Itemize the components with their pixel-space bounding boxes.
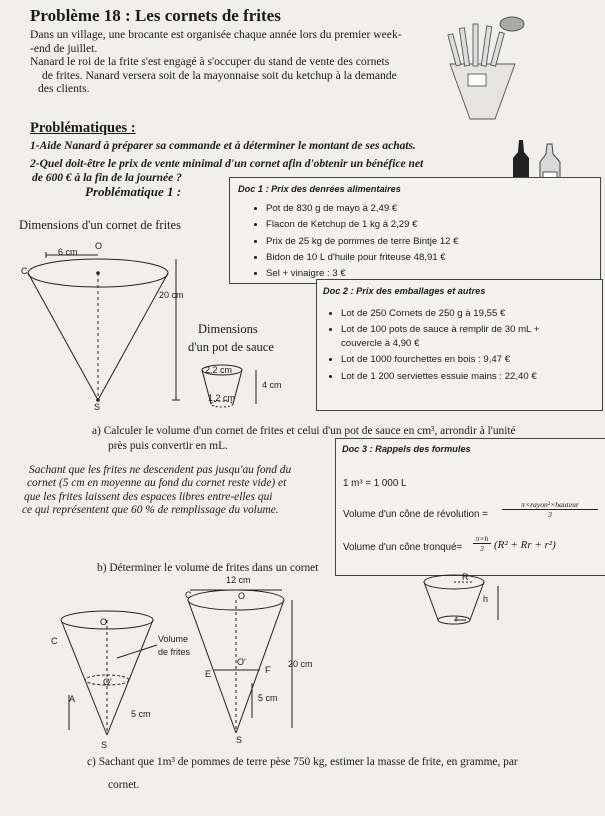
doc1-item: • Flacon de Ketchup de 1 kg à 2,29 € bbox=[266, 219, 600, 230]
fries-illustration bbox=[440, 14, 525, 122]
doc3-formula-3-den: 3 bbox=[480, 544, 484, 553]
doc2-item: • Lot de 1 200 serviettes essuie mains : 22,40 € bbox=[341, 371, 602, 382]
doc1-item: • Sel + vinaigre : 3 € bbox=[266, 268, 600, 279]
fig-b-small-s-label: S bbox=[101, 740, 108, 750]
question-1: 1-Aide Nanard à préparer sa commande et à déterminer le montant de ses achats. bbox=[30, 140, 416, 152]
question-2-cont: de 600 € à la fin de la journée ? bbox=[32, 172, 182, 184]
fig-b-small-o2-label: O' bbox=[103, 677, 112, 687]
pot-height-label: 4 cm bbox=[262, 380, 282, 390]
doc3-formula-2-label: Volume d'un cône de révolution = bbox=[343, 509, 488, 520]
doc1-item: • Prix de 25 kg de pommes de terre Bintje 12 € bbox=[266, 236, 600, 247]
fig-b-o2-label: O' bbox=[237, 657, 246, 667]
fig-b-small-5cm-label: 5 cm bbox=[131, 709, 151, 719]
hypothesis-line: ce qui représentent que 60 % de remplissage du volume. bbox=[22, 504, 279, 517]
fig-b-a-label: A bbox=[69, 694, 76, 704]
frustum-R-label: R bbox=[462, 572, 469, 582]
intro-line: de frites. Nanard versera soit de la mayonnaise soit du ketchup à la demande bbox=[42, 68, 397, 82]
cone-radius-label: 6 cm bbox=[58, 247, 78, 257]
fig-b-o-label: O bbox=[238, 591, 246, 601]
question-a-cont: près puis convertir en mL. bbox=[108, 440, 228, 452]
cone-height-label: 20 cm bbox=[159, 290, 184, 300]
intro-line: -end de juillet. bbox=[30, 41, 98, 55]
question-a: a) Calculer le volume d'un cornet de frites et celui d'un pot de sauce en cm³, arrondir à l'unité bbox=[92, 425, 516, 437]
pot-figure-title-2: d'un pot de sauce bbox=[188, 340, 274, 354]
intro-line: Nanard le roi de la frite s'est engagé à s'occuper du stand de vente des cornets bbox=[30, 55, 390, 69]
doc1-item: • Pot de 830 g de mayo à 2,49 € bbox=[266, 203, 600, 214]
fig-b-c-label: C bbox=[185, 590, 192, 600]
fig-b-f-label: F bbox=[265, 665, 271, 675]
question-b: b) Déterminer le volume de frites dans un cornet bbox=[97, 562, 319, 574]
fig-b-e-label: E bbox=[205, 669, 212, 679]
problematiques-heading: Problématiques : bbox=[30, 120, 136, 136]
fig-b-volume-label: Volume bbox=[158, 634, 189, 644]
cone-figure bbox=[18, 235, 198, 415]
intro-line: des clients. bbox=[38, 82, 90, 96]
hypothesis-line: que les frites laissent des espaces libres entre-elles qui bbox=[24, 490, 273, 503]
hypothesis-line: cornet (5 cm en moyenne au fond du cornet reste vide) et bbox=[27, 477, 287, 490]
fig-b-frites-label: de frites bbox=[158, 647, 191, 657]
intro-line: Dans un village, une brocante est organisée chaque année lors du premier week- bbox=[30, 28, 402, 41]
pot-figure-title: Dimensions bbox=[198, 322, 258, 336]
fig-b-small-c-label: C bbox=[51, 636, 58, 646]
doc2-box bbox=[316, 279, 603, 411]
doc3-formula-3-label: Volume d'un cône tronqué= bbox=[343, 542, 463, 553]
doc3-formula-1: 1 m³ = 1 000 L bbox=[343, 478, 407, 489]
question-2: 2-Quel doit-être le prix de vente minimal d'un cornet afin d'obtenir un bénéfice net bbox=[30, 158, 424, 170]
problem-title: Problème 18 : Les cornets de frites bbox=[30, 6, 281, 25]
doc2-item: • Lot de 1000 fourchettes en bois : 9,47 € bbox=[341, 354, 602, 365]
frustum-r-label: r bbox=[455, 614, 458, 624]
question-c: c) Sachant que 1m³ de pommes de terre pèse 750 kg, estimer la masse de frite, en gramme, par bbox=[87, 756, 518, 768]
doc3-formula-2-den: 3 bbox=[548, 510, 552, 519]
fig-b-12cm-label: 12 cm bbox=[226, 575, 251, 585]
cone-o-label: O bbox=[95, 241, 103, 251]
doc2-item: • Lot de 100 pots de sauce à remplir de 30 mL + bbox=[341, 324, 602, 335]
problematique1-heading: Problématique 1 : bbox=[85, 184, 182, 199]
doc2-title: Doc 2 : Prix des emballages et autres bbox=[323, 286, 486, 296]
fig-b-20cm-label: 20 cm bbox=[288, 659, 313, 669]
doc3-formula-3-fraction bbox=[473, 534, 491, 553]
frustum-figure bbox=[420, 572, 520, 634]
hypothesis-line: Sachant que les frites ne descendent pas jusqu'au fond du bbox=[29, 464, 292, 476]
hypothesis-text bbox=[24, 464, 336, 518]
pot-bottom-label: 1,2 cm bbox=[208, 393, 236, 403]
frustum-h-label: h bbox=[483, 594, 489, 604]
doc3-formula-3-tail: (R² + Rr + r²) bbox=[494, 539, 556, 551]
doc3-formula-2-fraction bbox=[502, 500, 598, 519]
cone-figure-title: Dimensions d'un cornet de frites bbox=[19, 218, 181, 232]
doc1-box bbox=[229, 177, 601, 284]
doc2-item-cont: couvercle à 4,90 € bbox=[341, 338, 420, 350]
doc3-formula-3-num: π×h bbox=[473, 534, 491, 544]
doc2-item: • Lot de 250 Cornets de 250 g à 19,55 € bbox=[341, 308, 602, 319]
fig-b-5cm-label: 5 cm bbox=[258, 693, 278, 703]
doc3-title: Doc 3 : Rappels des formules bbox=[342, 444, 471, 454]
fries-volume-figure-small bbox=[55, 600, 175, 750]
doc1-title: Doc 1 : Prix des denrées alimentaires bbox=[238, 184, 401, 194]
fig-b-small-o-label: O bbox=[100, 617, 108, 627]
question-c-cont: cornet. bbox=[108, 779, 140, 791]
intro-text bbox=[30, 28, 440, 96]
doc3-formula-2-num: π×rayon²×hauteur bbox=[502, 500, 598, 510]
cone-c-label: C bbox=[21, 266, 28, 276]
fig-b-s-label: S bbox=[236, 735, 243, 745]
pot-top-label: 2,2 cm bbox=[205, 365, 233, 375]
doc1-item: • Bidon de 10 L d'huile pour friteuse 48,91 € bbox=[266, 252, 600, 263]
cone-s-label: S bbox=[94, 402, 101, 412]
